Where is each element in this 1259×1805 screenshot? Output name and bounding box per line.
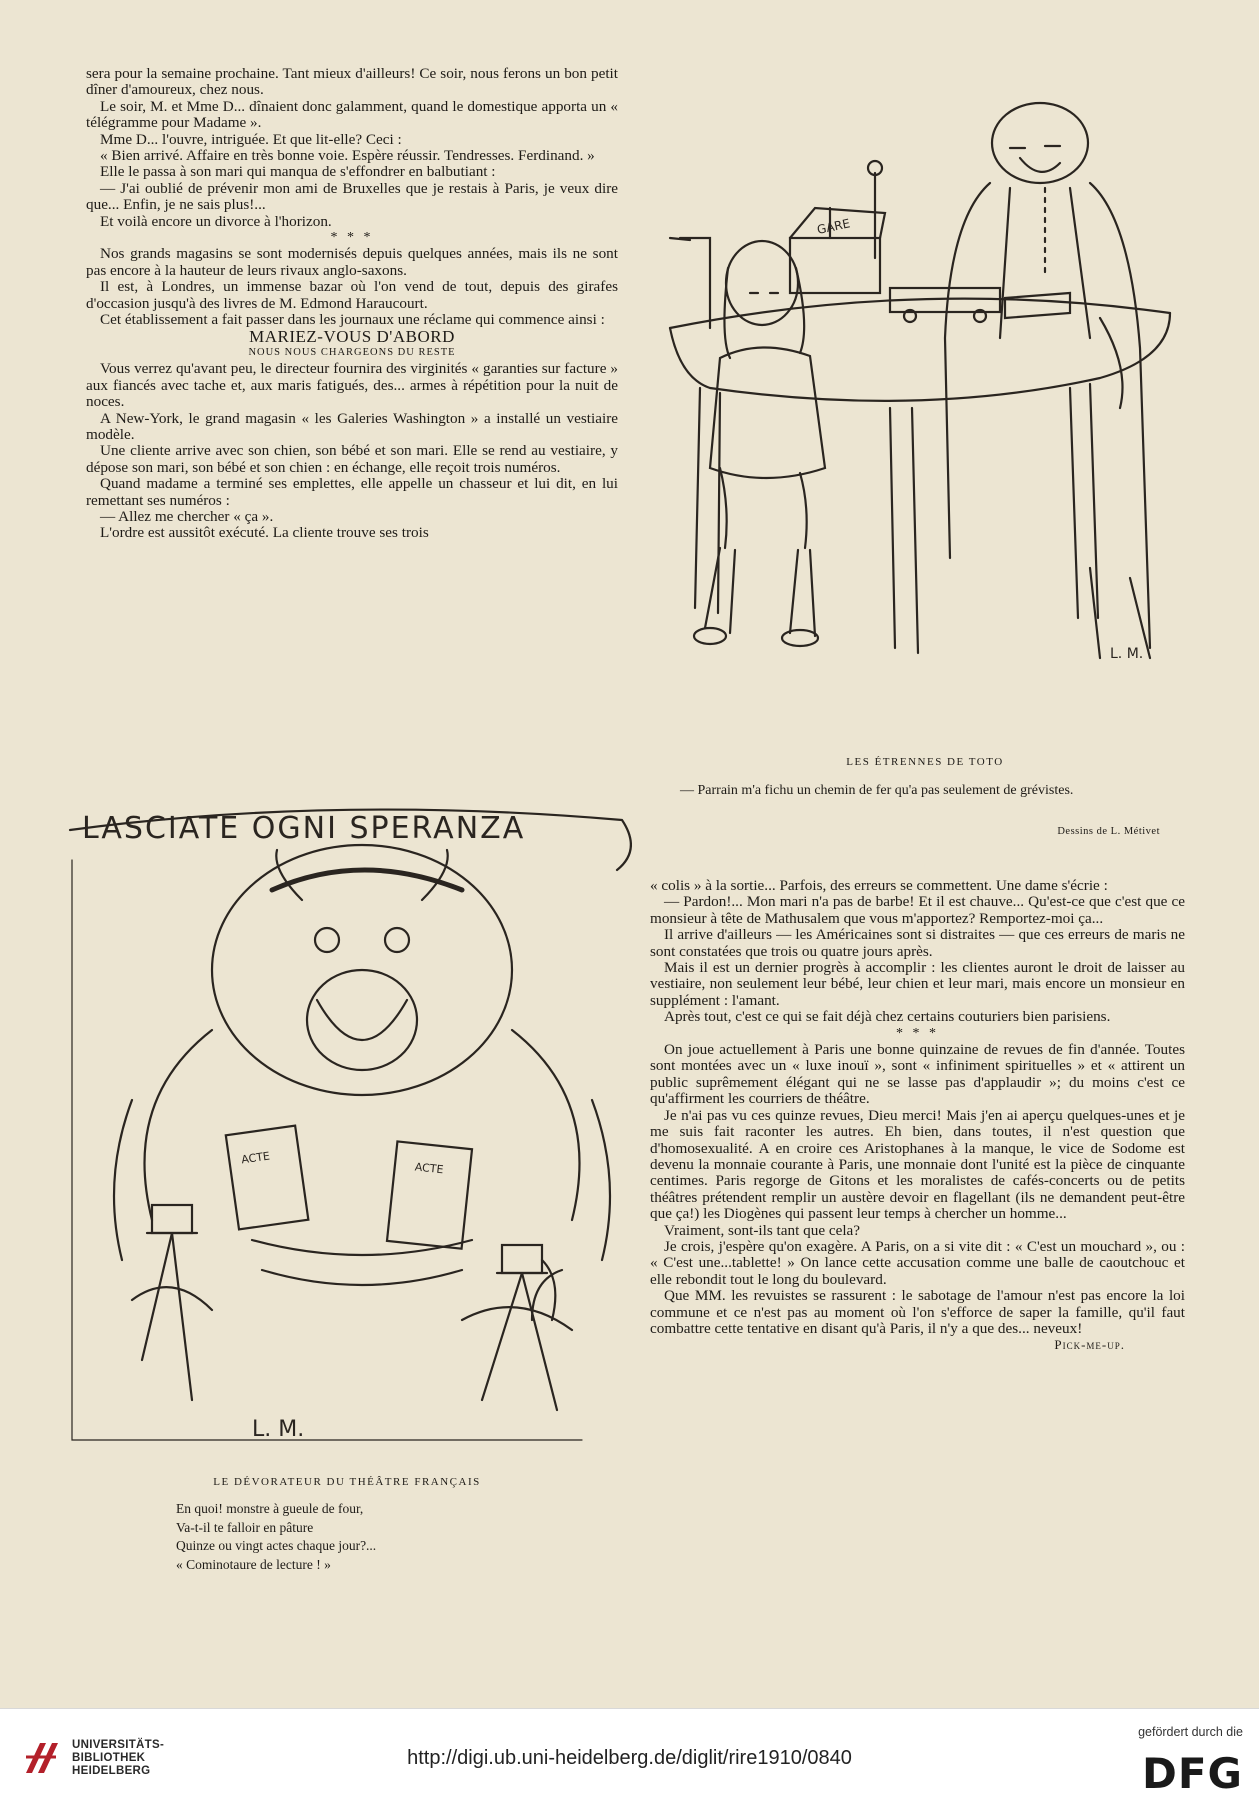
paragraph: Le soir, M. et Mme D... dînaient donc galamment, quand le domestique apporta un « télégramme pour Madame ». — [86, 97, 618, 132]
verse-line: « Cominotaure de lecture ! » — [176, 1556, 331, 1572]
paragraph: — J'ai oublié de prévenir mon ami de Bruxelles que je restais à Paris, je veux dire que... Enfin, je ne sais plus!... — [86, 179, 618, 214]
ad-subheadline: NOUS NOUS CHARGEONS DU RESTE — [248, 346, 456, 358]
artist-initials: L. M. — [1110, 646, 1144, 662]
permalink-url[interactable]: http://digi.ub.uni-heidelberg.de/diglit/rire1910/0840 — [407, 1747, 852, 1769]
paragraph: Vraiment, sont-ils tant que cela? — [664, 1221, 861, 1239]
paragraph: Et voilà encore un divorce à l'horizon. — [100, 212, 332, 230]
paragraph: Je n'ai pas vu ces quinze revues, Dieu merci! Mais j'en ai aperçu quelques-unes et je me suis fait raconter les autres. Eh bien, dans toutes, il n'est question que d'homosexualité. A en croire ces Aristophanes à la manque, le vice de Sodome est devenu la monnaie courante à Paris, une monnaie dont l'unité est la pièce de cinquante centimes. Paris regorge de Gitons et les moralistes de cafés-concerts ou de petits théâtres prétendent remplir un austère devoir en flagellant (ils ne demandent peut-être que ça!) les Diogènes qui passent leur temps à chercher un homme... — [650, 1106, 1185, 1223]
paragraph: Vous verrez qu'avant peu, le directeur fournira des virginités « garanties sur facture » aux fiancés avec tache et, aux maris fatigués, des... armes à répétition pour la nuit de noces. — [86, 360, 618, 411]
paragraph: L'ordre est aussitôt exécuté. La cliente trouve ses trois — [100, 524, 429, 542]
library-name-line: UNIVERSITÄTS- — [72, 1739, 165, 1751]
paragraph: Après tout, c'est ce qui se fait déjà chez certains couturiers bien parisiens. — [664, 1008, 1111, 1026]
section-separator: * * * — [896, 1025, 939, 1041]
paragraph: « colis » à la sortie... Parfois, des erreurs se commettent. Une dame s'écrie : — [650, 877, 1108, 894]
illustration-caption-title: LE DÉVORATEUR DU THÉÂTRE FRANÇAIS — [213, 1476, 481, 1488]
illustration-toto — [650, 88, 1200, 698]
paragraph: Mais il est un dernier progrès à accomplir : les clientes auront le droit de laisser au vestiaire, non seulement leur bébé, leur chien et leur mari, mais encore un monsieur en supplément : l'amant. — [650, 959, 1185, 1009]
book-label: ACTE — [414, 1160, 445, 1177]
verse-line: Quinze ou vingt actes chaque jour?... — [176, 1538, 377, 1553]
sponsor-label: gefördert durch die — [1138, 1725, 1243, 1739]
left-column — [86, 66, 618, 542]
verse-line: Va-t-il te falloir en pâture — [176, 1519, 314, 1535]
paragraph: — Pardon!... Mon mari n'a pas de barbe! Et il est chauve... Qu'est-ce que c'est que ce monsieur à tête de Mathusalem que vous m'apportez? Remportez-moi ça... — [650, 893, 1185, 927]
illustration-credit: Dessins de L. Métivet — [1057, 826, 1160, 837]
ad-headline: MARIEZ-VOUS D'ABORD — [249, 326, 455, 346]
illustration-caption-title: LES ÉTRENNES DE TOTO — [846, 756, 1004, 768]
paragraph: Cet établissement a fait passer dans les journaux une réclame qui commence ainsi : — [100, 311, 605, 329]
paragraph: Elle le passa à son mari qui manqua de s'effondrer en balbutiant : — [100, 163, 496, 181]
book-label: ACTE — [240, 1149, 271, 1167]
paragraph: A New-York, le grand magasin « les Galeries Washington » a installé un vestiaire modèle. — [86, 409, 618, 443]
paragraph: Il arrive d'ailleurs — les Américaines sont si distraites — que ces erreurs de maris ne sont constatées que trois ou quatre jours après. — [650, 926, 1185, 960]
artist-initials: L. M. — [252, 1417, 305, 1442]
paragraph: On joue actuellement à Paris une bonne quinzaine de revues de fin d'année. Toutes sont montées avec un « luxe inouï », sont « infiniment spirituelles » et « attirent un public suprêmement élégant qui ne se lasse pas d'applaudir »; du moins c'est ce qu'affirment les courriers de théâtre. — [650, 1041, 1185, 1108]
library-name-line: HEIDELBERG — [72, 1765, 151, 1777]
paragraph: Je crois, j'espère qu'on exagère. A Paris, on a si vite dit : « C'est un mouchard », ou : « C'est une...tablette! » On lance cette accusation comme une balle de caoutchouc et elle rebondit tout le long du boulevard. — [650, 1237, 1185, 1288]
illustration-devorateur — [62, 800, 632, 1460]
verse-line: En quoi! monstre à gueule de four, — [176, 1501, 364, 1516]
right-column — [650, 878, 1185, 1354]
paragraph: « Bien arrivé. Affaire en très bonne voie. Espère réussir. Tendresses. Ferdinand. » — [100, 147, 595, 165]
paragraph: sera pour la semaine prochaine. Tant mieux d'ailleurs! Ce soir, nous ferons un bon petit dîner d'amoureux, chez nous. — [86, 65, 618, 99]
illustration-caption: — Parrain m'a fichu un chemin de fer qu'a pas seulement de grévistes. — [680, 783, 1074, 798]
paragraph: Nos grands magasins se sont modernisés depuis quelques années, mais ils ne sont pas encore à la hauteur de leurs rivaux anglo-saxons. — [86, 245, 618, 279]
illustration-verse — [176, 1500, 536, 1574]
paragraph: Quand madame a terminé ses emplettes, elle appelle un chasseur et lui dit, en lui remettant ses numéros : — [86, 475, 618, 509]
dfg-logo[interactable]: DFG — [1141, 1749, 1243, 1798]
paragraph: Une cliente arrive avec son chien, son bébé et son mari. Elle se rend au vestiaire, y dépose son mari, son bébé et son chien : en échange, elle reçoit trois numéros. — [86, 442, 618, 476]
library-name-line: BIBLIOTHEK — [72, 1752, 146, 1764]
paragraph: — Allez me chercher « ça ». — [100, 507, 274, 525]
paragraph: Il est, à Londres, un immense bazar où l'on vend de tout, depuis des girafes d'occasion jusqu'à des livres de M. Edmond Haraucourt. — [86, 278, 618, 312]
station-sign-text: GARE — [815, 216, 852, 237]
banner-text: LASCIATE OGNI SPERANZA — [82, 811, 526, 846]
table-top-edge — [670, 299, 1170, 328]
digital-library-footer — [0, 1708, 1259, 1805]
paragraph: Que MM. les revuistes se rassurent : le sabotage de l'amour n'est pas encore la loi commune et ce n'est pas au moment où l'on s'efforce de saper la famille, qu'il faut combattre cette tentative en disant qu'à Paris, il n'y a que des... neveux! — [650, 1287, 1185, 1337]
paragraph: Mme D... l'ouvre, intriguée. Et que lit-elle? Ceci : — [100, 130, 402, 148]
section-separator: * * * — [330, 230, 374, 246]
article-signature: Pick-me-up. — [1054, 1337, 1125, 1353]
